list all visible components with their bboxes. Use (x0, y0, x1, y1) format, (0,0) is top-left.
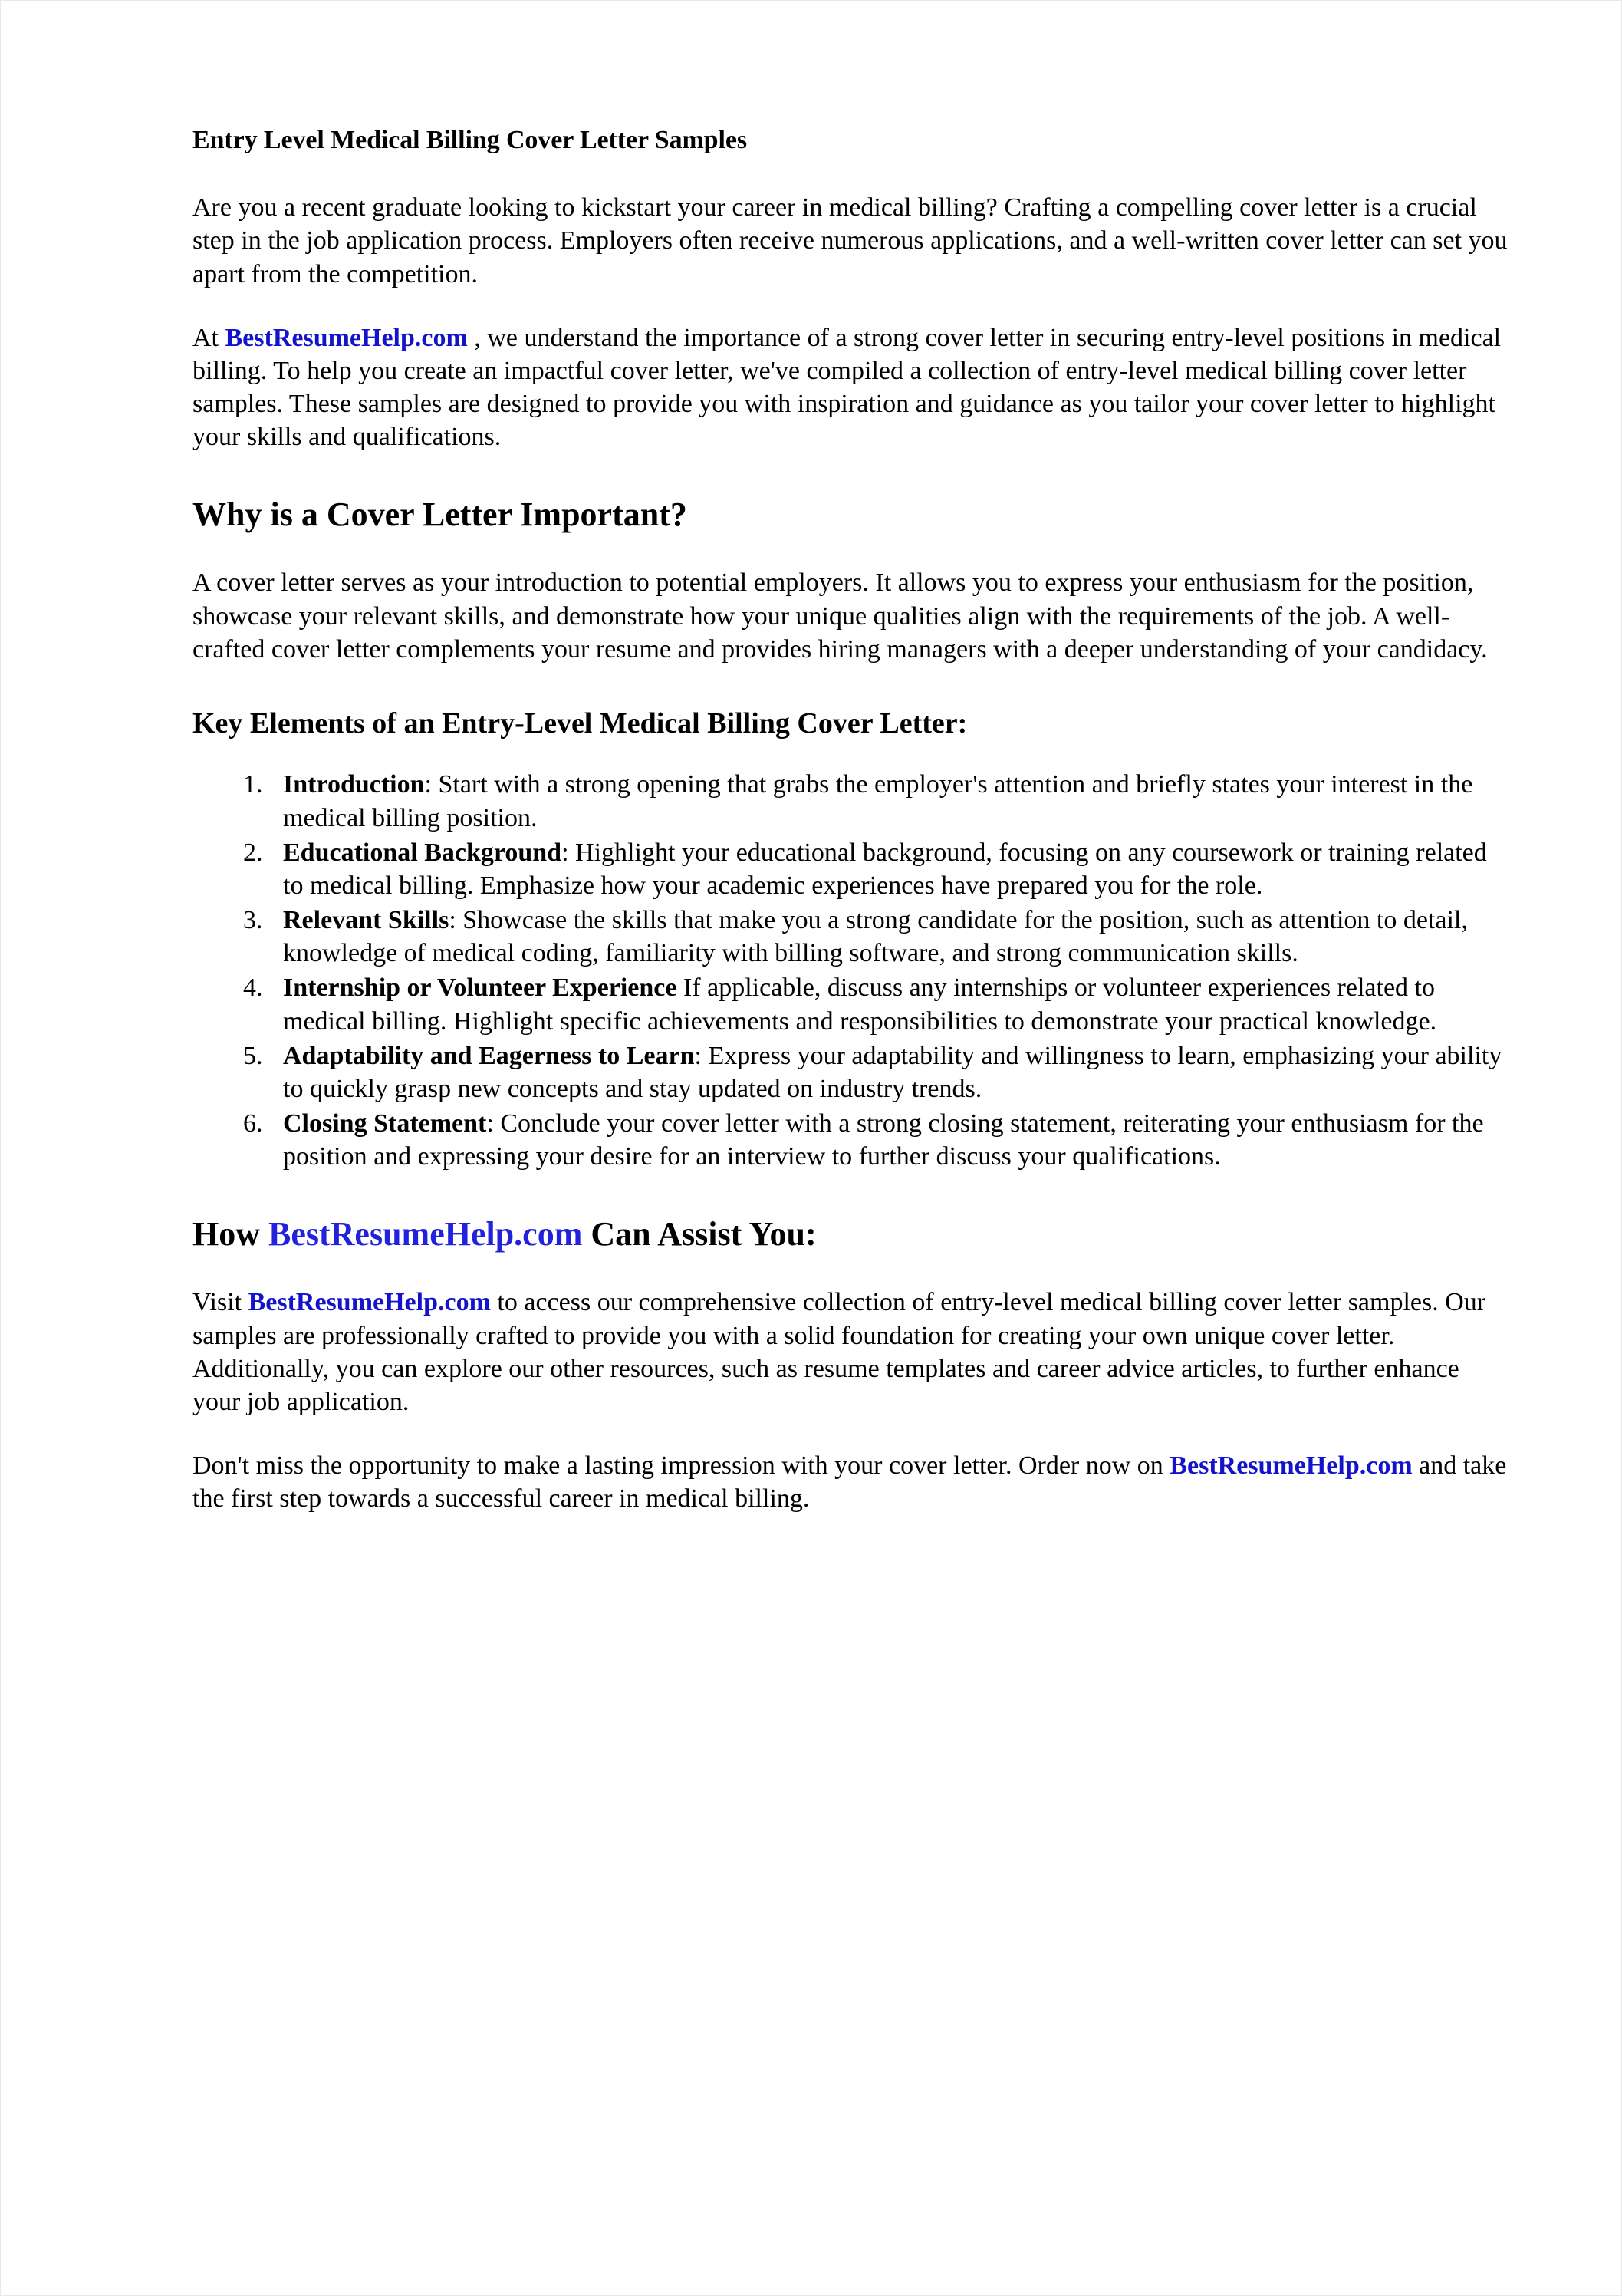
list-item-term: Educational Background (283, 838, 562, 867)
page-title: Entry Level Medical Billing Cover Letter Samples (192, 126, 747, 154)
list-item (269, 768, 1508, 834)
brand-link[interactable]: BestResumeHelp.com (248, 1288, 491, 1317)
list-item-text: If applicable, discuss any internships or volunteer experiences related to medical billing. Highlight specific achievements and responsibilities to demonstrate your practical knowledge. (283, 973, 1437, 1036)
assist-paragraph-2-prefix: Don't miss the opportunity to make a lasting impression with your cover letter. Order now on (192, 1451, 1170, 1481)
brand-link[interactable]: BestResumeHelp.com (225, 323, 468, 352)
intro-paragraph-2-prefix: At (192, 323, 225, 352)
heading-how-assist-suffix: Can Assist You: (582, 1215, 817, 1253)
intro-paragraph-1 (192, 191, 1508, 291)
assist-paragraph-1 (192, 1286, 1508, 1418)
intro-paragraph-2-suffix: , we understand the importance of a strong cover letter in securing entry-level positions in medical billing. To help you create an impactful cover letter, we've compiled a collection of entry-level medical billing cover letter samples. These samples are designed to provide you with inspiration and guidance as you tailor your cover letter to highlight your skills and qualifications. (192, 323, 1502, 452)
list-item-term: Relevant Skills (283, 906, 449, 935)
intro-paragraph-2 (192, 321, 1508, 454)
document-body (192, 124, 1508, 1547)
list-item-separator (677, 973, 684, 1002)
list-item-separator: : (486, 1109, 501, 1138)
assist-paragraph-2 (192, 1449, 1508, 1515)
list-item-term: Closing Statement (283, 1109, 487, 1138)
list-item (269, 904, 1508, 970)
brand-link[interactable]: BestResumeHelp.com (1170, 1451, 1413, 1481)
list-item-text: Showcase the skills that make you a strong candidate for the position, such as attention to detail, knowledge of medical coding, familiarity with billing software, and strong communication skills. (283, 906, 1468, 968)
list-item-term: Introduction (283, 770, 425, 799)
list-item-separator: : (561, 838, 576, 867)
heading-key-elements: Key Elements of an Entry-Level Medical Billing Cover Letter: (192, 707, 968, 740)
list-item-separator: : (424, 770, 439, 799)
heading-why-cover-letter: Why is a Cover Letter Important? (192, 496, 687, 534)
heading-how-assist (192, 1213, 1508, 1255)
list-item (269, 971, 1508, 1037)
list-item-text: Highlight your educational background, focusing on any coursework or training related to medical billing. Emphasize how your academic experiences have prepared you for the role. (283, 838, 1487, 900)
list-item-text: Conclude your cover letter with a strong closing statement, reiterating your enthusiasm for the position and expressing your desire for an interview to further discuss your qualifications. (283, 1109, 1484, 1171)
list-item-term: Adaptability and Eagerness to Learn (283, 1041, 695, 1070)
list-item-text: Express your adaptability and willingness to learn, emphasizing your ability to quickly grasp new concepts and stay updated on industry trends. (283, 1041, 1502, 1103)
assist-paragraph-2-suffix: and take the first step towards a successful career in medical billing. (192, 1451, 1507, 1514)
list-item-term: Internship or Volunteer Experience (283, 973, 677, 1003)
intro-paragraph-1-text: Are you a recent graduate looking to kickstart your career in medical billing? Crafting a compelling cover letter is a crucial step in the job application process. Employers often receive numerous applications, and a well-written cover letter can set you apart from the competition. (192, 193, 1508, 288)
heading-how-assist-prefix: How (192, 1215, 268, 1253)
list-item (269, 1039, 1508, 1105)
why-paragraph (192, 566, 1508, 666)
assist-paragraph-1-prefix: Visit (192, 1288, 248, 1317)
why-paragraph-text: A cover letter serves as your introduction to potential employers. It allows you to express your enthusiasm for the position, showcase your relevant skills, and demonstrate how your unique qualities align with the requirements of the job. A well-crafted cover letter complements your resume and provides hiring managers with a deeper understanding of your candidacy. (192, 568, 1488, 664)
list-item (269, 836, 1508, 902)
list-item-text: Start with a strong opening that grabs the employer's attention and briefly states your interest in the medical billing position. (283, 770, 1473, 832)
list-item-separator: : (449, 906, 463, 935)
key-elements-list (192, 768, 1508, 1173)
list-item (269, 1107, 1508, 1173)
list-item-separator: : (694, 1041, 709, 1070)
brand-link-heading[interactable]: BestResumeHelp.com (268, 1215, 583, 1253)
assist-paragraph-1-suffix: to access our comprehensive collection of entry-level medical billing cover letter samples. Our samples are professionally crafted to provide you with a solid foundation for creating your own unique cover letter. Additionally, you can explore our other resources, such as resume templates and career advice articles, to further enhance your job application. (192, 1288, 1486, 1416)
